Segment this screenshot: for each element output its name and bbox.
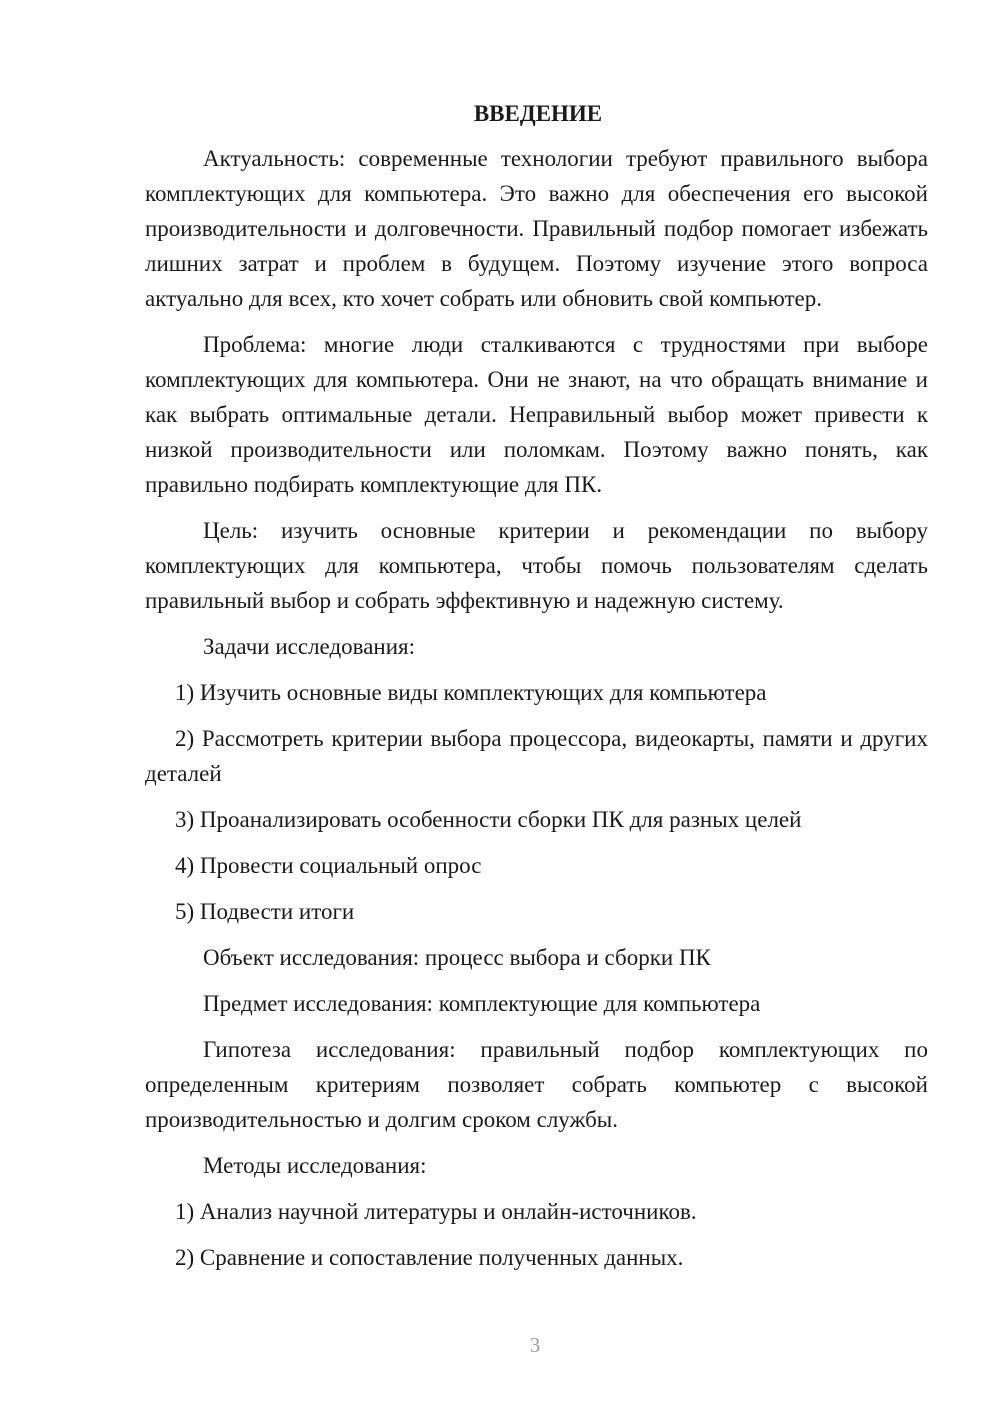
task-item: 4) Провести социальный опрос [175,853,482,878]
task-item: 2) Рассмотреть критерии выбора процессора, видеокарты, памяти и других деталей [145,726,928,786]
problem-paragraph: Проблема: многие люди сталкиваются с трудностями при выборе комплектующих для компьютера. Они не знают, на что обращать внимание и как выбрать оптимальные детали. Неправильный выбор может привести к низкой производительности или поломкам. Поэтому важно понять, как правильно подбирать комплектующие для ПК. [145,332,928,497]
page-number: 3 [529,1333,541,1357]
research-subject: Предмет исследования: комплектующие для компьютера [203,991,761,1016]
research-object: Объект исследования: процесс выбора и сборки ПК [203,945,711,970]
page-content [145,96,928,1286]
section-title: ВВЕДЕНИЕ [473,101,603,126]
task-item: 1) Изучить основные виды комплектующих для компьютера [175,680,767,705]
relevance-paragraph: Актуальность: современные технологии требуют правильного выбора комплектующих для компьютера. Это важно для обеспечения его высокой производительности и долговечности. Правильный подбор помогает избежать лишних затрат и проблем в будущем. Поэтому изучение этого вопроса актуально для всех, кто хочет собрать или обновить свой компьютер. [145,146,928,311]
goal-paragraph: Цель: изучить основные критерии и рекомендации по выбору комплектующих для компьютера, чтобы помочь пользователям сделать правильный выбор и собрать эффективную и надежную систему. [145,518,928,613]
task-item: 5) Подвести итоги [175,899,355,924]
task-item: 3) Проанализировать особенности сборки ПК для разных целей [175,807,802,832]
method-item: 2) Сравнение и сопоставление полученных данных. [175,1245,684,1270]
tasks-heading: Задачи исследования: [203,634,416,659]
hypothesis-paragraph: Гипотеза исследования: правильный подбор комплектующих по определенным критериям позволяет собрать компьютер с высокой производительностью и долгим сроком службы. [145,1037,928,1132]
methods-heading: Методы исследования: [203,1153,427,1178]
method-item: 1) Анализ научной литературы и онлайн-источников. [175,1199,697,1224]
